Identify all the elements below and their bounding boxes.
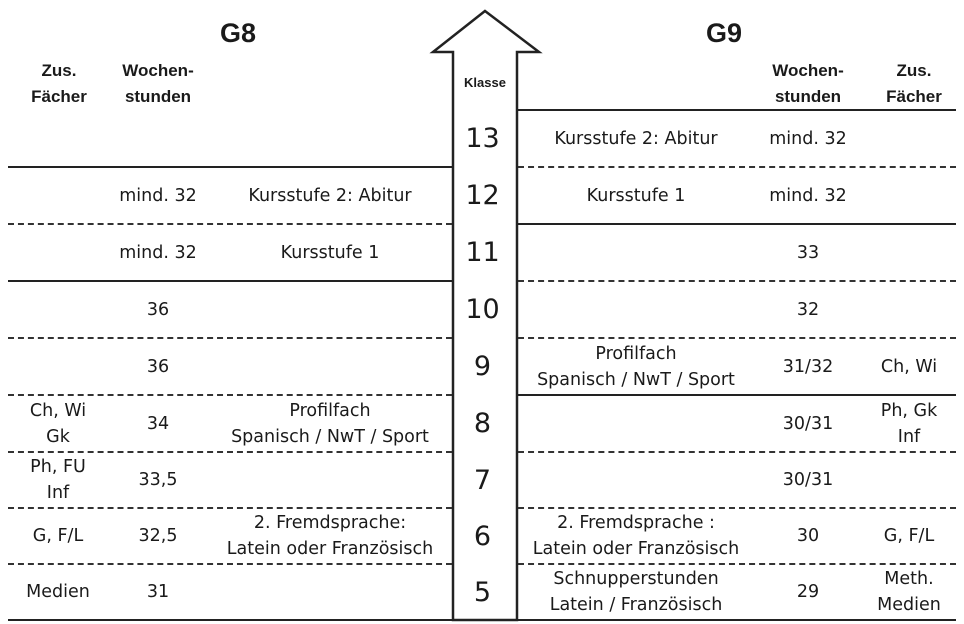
g8-note: 2. Fremdsprache: Latein oder Französisch <box>226 513 434 559</box>
g8-extra-subjects: G, F/L <box>32 526 84 546</box>
grade-number: 9 <box>473 351 492 382</box>
g9-extra-subjects: Meth. Medien <box>877 569 941 615</box>
g8-note: Profilfach Spanisch / NwT / Sport <box>231 400 429 447</box>
g8-header-weekly-hours: Wochen- stunden <box>122 61 194 106</box>
g9-note: Kursstufe 2: Abitur <box>554 128 718 149</box>
grade-number: 12 <box>465 180 500 211</box>
g9-weekly-hours: 29 <box>796 582 820 602</box>
grade-number: 5 <box>473 576 492 608</box>
g9-weekly-hours: 30 <box>796 526 820 546</box>
g9-weekly-hours: 31/32 <box>782 356 834 377</box>
g8-header-extra-subjects: Zus. Fächer <box>31 61 87 106</box>
g8-extra-subjects: Ch, Wi Gk <box>29 400 87 447</box>
g9-note <box>518 282 754 337</box>
g8-note <box>208 282 452 337</box>
g8-extra-subjects: Medien <box>26 582 90 602</box>
g8-extra-subjects: Ph, FU Inf <box>30 457 86 503</box>
grade-number: 10 <box>465 294 500 325</box>
g9-line-bottom <box>518 619 956 621</box>
g8-weekly-hours: mind. 32 <box>119 185 197 206</box>
g9-extra-subjects <box>862 282 956 337</box>
g8-note <box>208 339 452 394</box>
g8-weekly-hours: 31 <box>146 582 170 602</box>
g9-extra-subjects <box>862 453 956 507</box>
g9-header-extra-subjects: Zus. Fächer <box>886 61 942 106</box>
grade-number: 8 <box>473 408 492 439</box>
g8-line-bottom <box>8 619 452 621</box>
g8-weekly-hours: mind. 32 <box>119 242 197 263</box>
g9-note: 2. Fremdsprache : Latein oder Französisch <box>532 513 740 559</box>
center-header-grade: Klasse <box>464 75 506 90</box>
g9-note <box>518 396 754 451</box>
g9-header-weekly-hours: Wochen- stunden <box>772 61 844 106</box>
grade-number: 11 <box>465 237 500 268</box>
g8-weekly-hours: 34 <box>146 413 170 434</box>
g8-title: G8 <box>220 18 257 48</box>
g9-extra-subjects <box>862 225 956 280</box>
g8-extra-subjects <box>8 339 108 394</box>
g9-extra-subjects: G, F/L <box>883 526 935 546</box>
g9-weekly-hours: 33 <box>796 242 820 263</box>
g8-note <box>208 565 452 619</box>
grade-number: 7 <box>473 464 492 496</box>
g8-weekly-hours: 33,5 <box>138 470 178 490</box>
g8-extra-subjects <box>8 225 108 280</box>
g9-weekly-hours: mind. 32 <box>769 185 847 206</box>
g9-weekly-hours: 30/31 <box>782 470 834 490</box>
g9-title: G9 <box>706 18 743 48</box>
g9-extra-subjects: Ch, Wi <box>880 356 938 377</box>
g9-weekly-hours: 32 <box>796 299 820 320</box>
g9-note: Schnupperstunden Latein / Französisch <box>549 569 723 615</box>
g8-note: Kursstufe 2: Abitur <box>248 185 412 206</box>
g8-weekly-hours: 36 <box>146 299 170 320</box>
g9-weekly-hours: 30/31 <box>782 413 834 434</box>
grade-number: 6 <box>473 520 492 552</box>
g9-note: Profilfach Spanisch / NwT / Sport <box>537 343 735 390</box>
g8-weekly-hours: 32,5 <box>138 526 178 546</box>
g9-note <box>518 225 754 280</box>
g8-note <box>208 453 452 507</box>
g9-extra-subjects <box>862 168 956 223</box>
g8-extra-subjects <box>8 282 108 337</box>
g9-weekly-hours: mind. 32 <box>769 128 847 149</box>
g8-extra-subjects <box>8 168 108 223</box>
grade-number: 13 <box>465 123 500 154</box>
g9-note: Kursstufe 1 <box>586 185 686 206</box>
g8-weekly-hours: 36 <box>146 356 170 377</box>
g9-extra-subjects <box>862 111 956 166</box>
g8-note: Kursstufe 1 <box>280 242 380 263</box>
g9-extra-subjects: Ph, Gk Inf <box>880 400 938 447</box>
g9-note <box>518 453 754 507</box>
